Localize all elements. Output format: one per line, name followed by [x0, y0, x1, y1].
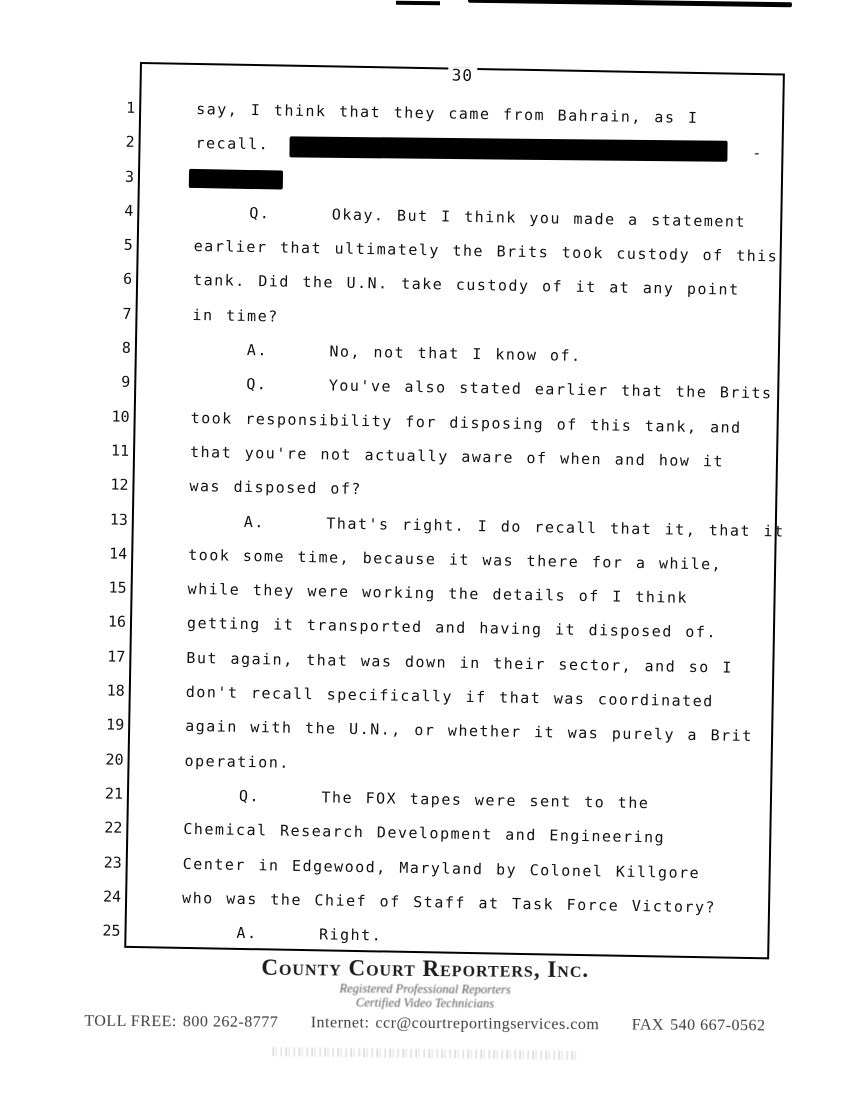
speaker-label: Q. [249, 203, 271, 223]
line-text: that you're not actually aware of when and how it [189, 442, 725, 471]
line-number: 8 [121, 338, 132, 357]
line-text: Right. [318, 925, 383, 945]
speaker-label: A. [243, 512, 266, 531]
page-number: 30 [448, 67, 478, 84]
line-text: in time? [192, 305, 279, 326]
line-number: 1 [125, 98, 136, 117]
company-name: County Court Reporters, Inc. [261, 954, 590, 983]
line-text: don't recall specifically if that was coordinated [185, 682, 714, 711]
contact-line [0, 1012, 850, 1036]
line-number: 2 [125, 133, 135, 152]
internet-email: ccr@courtreportingservices.com [375, 1014, 600, 1034]
toll-free-number: 800 262-8777 [182, 1013, 279, 1031]
line-number: 25 [102, 921, 121, 940]
internet-segment [311, 1014, 600, 1033]
line-text: tank. Did the U.N. take custody of it at any point [192, 271, 740, 300]
line-number: 20 [105, 750, 124, 769]
fax-label: FAX [631, 1016, 665, 1034]
line-text: The FOX tapes were sent to the [321, 788, 650, 813]
line-text: But again, that was down in their sector, and so I [186, 648, 734, 677]
line-number: 21 [104, 784, 124, 803]
tagline-certified-technicians: Certified Video Technicians [355, 995, 495, 1011]
speaker-label: Q. [246, 375, 268, 394]
line-text: Okay. But I think you made a statement [331, 205, 747, 231]
line-number: 4 [124, 201, 134, 220]
transcript-lines [102, 64, 785, 960]
line-text: took responsibility for disposing of this tank, and [190, 408, 742, 437]
line-number: 15 [108, 578, 127, 598]
transcript-page-box [102, 62, 785, 959]
line-number: 14 [109, 544, 128, 563]
speaker-label: A. [246, 341, 269, 360]
line-number: 5 [123, 235, 133, 255]
line-text: say, I think that they came from Bahrain, as I [196, 100, 699, 127]
line-number: 11 [110, 441, 130, 460]
reporter-footer [0, 953, 850, 1061]
line-number: 12 [110, 475, 129, 495]
line-text: earlier that ultimately the Brits took custody of this [193, 237, 779, 266]
line-text: Chemical Research Development and Engineering [183, 820, 666, 847]
line-text: Center in Edgewood, Maryland by Colonel Killgore [182, 854, 701, 882]
speaker-label: Q. [238, 786, 261, 806]
line-number: 16 [107, 612, 127, 632]
redaction-bar [189, 168, 283, 189]
line-number: 17 [107, 647, 126, 666]
faint-illegible-print-line [272, 1047, 577, 1060]
line-text: again with the U.N., or whether it was purely a Brit [185, 717, 753, 746]
line-text: while they were working the details of I think [187, 580, 689, 607]
line-number: 7 [122, 304, 132, 323]
toll-free-label: TOLL FREE: [84, 1012, 177, 1031]
line-number: 3 [124, 167, 135, 186]
line-text: operation. [184, 751, 291, 772]
redaction-bar [290, 137, 728, 162]
line-number: 18 [106, 681, 125, 700]
line-number: 23 [103, 853, 122, 872]
line-number: 13 [109, 510, 129, 529]
line-number: 10 [111, 407, 130, 426]
line-number: 6 [122, 270, 133, 289]
line-text: No, not that I know of. [329, 342, 582, 365]
tagline-registered-reporters: Registered Professional Reporters [339, 981, 511, 997]
line-text: was disposed of? [189, 477, 363, 499]
line-number: 22 [104, 818, 123, 838]
fax-segment [632, 1016, 766, 1034]
speaker-label: A. [236, 923, 258, 943]
line-number: 19 [105, 715, 125, 735]
internet-label: Internet: [310, 1014, 370, 1032]
line-text: recall. [195, 134, 270, 154]
scan-artifact-top-dash [396, 1, 440, 5]
scan-artifact-top-line [468, 0, 792, 7]
line-text: getting it transported and having it disposed of. [186, 614, 718, 642]
line-text: That's right. I do recall that it, that it [326, 513, 785, 541]
trailing-dash-mark: - [752, 144, 763, 163]
line-text: who was the Chief of Staff at Task Force Victory? [181, 888, 717, 917]
toll-free-segment [84, 1013, 278, 1031]
fax-number: 540 667-0562 [670, 1016, 766, 1035]
line-text: You've also stated earlier that the Brits [328, 376, 773, 403]
line-number: 24 [102, 887, 122, 906]
line-text: took some time, because it was there for a while, [188, 545, 723, 574]
line-number: 9 [121, 373, 131, 392]
